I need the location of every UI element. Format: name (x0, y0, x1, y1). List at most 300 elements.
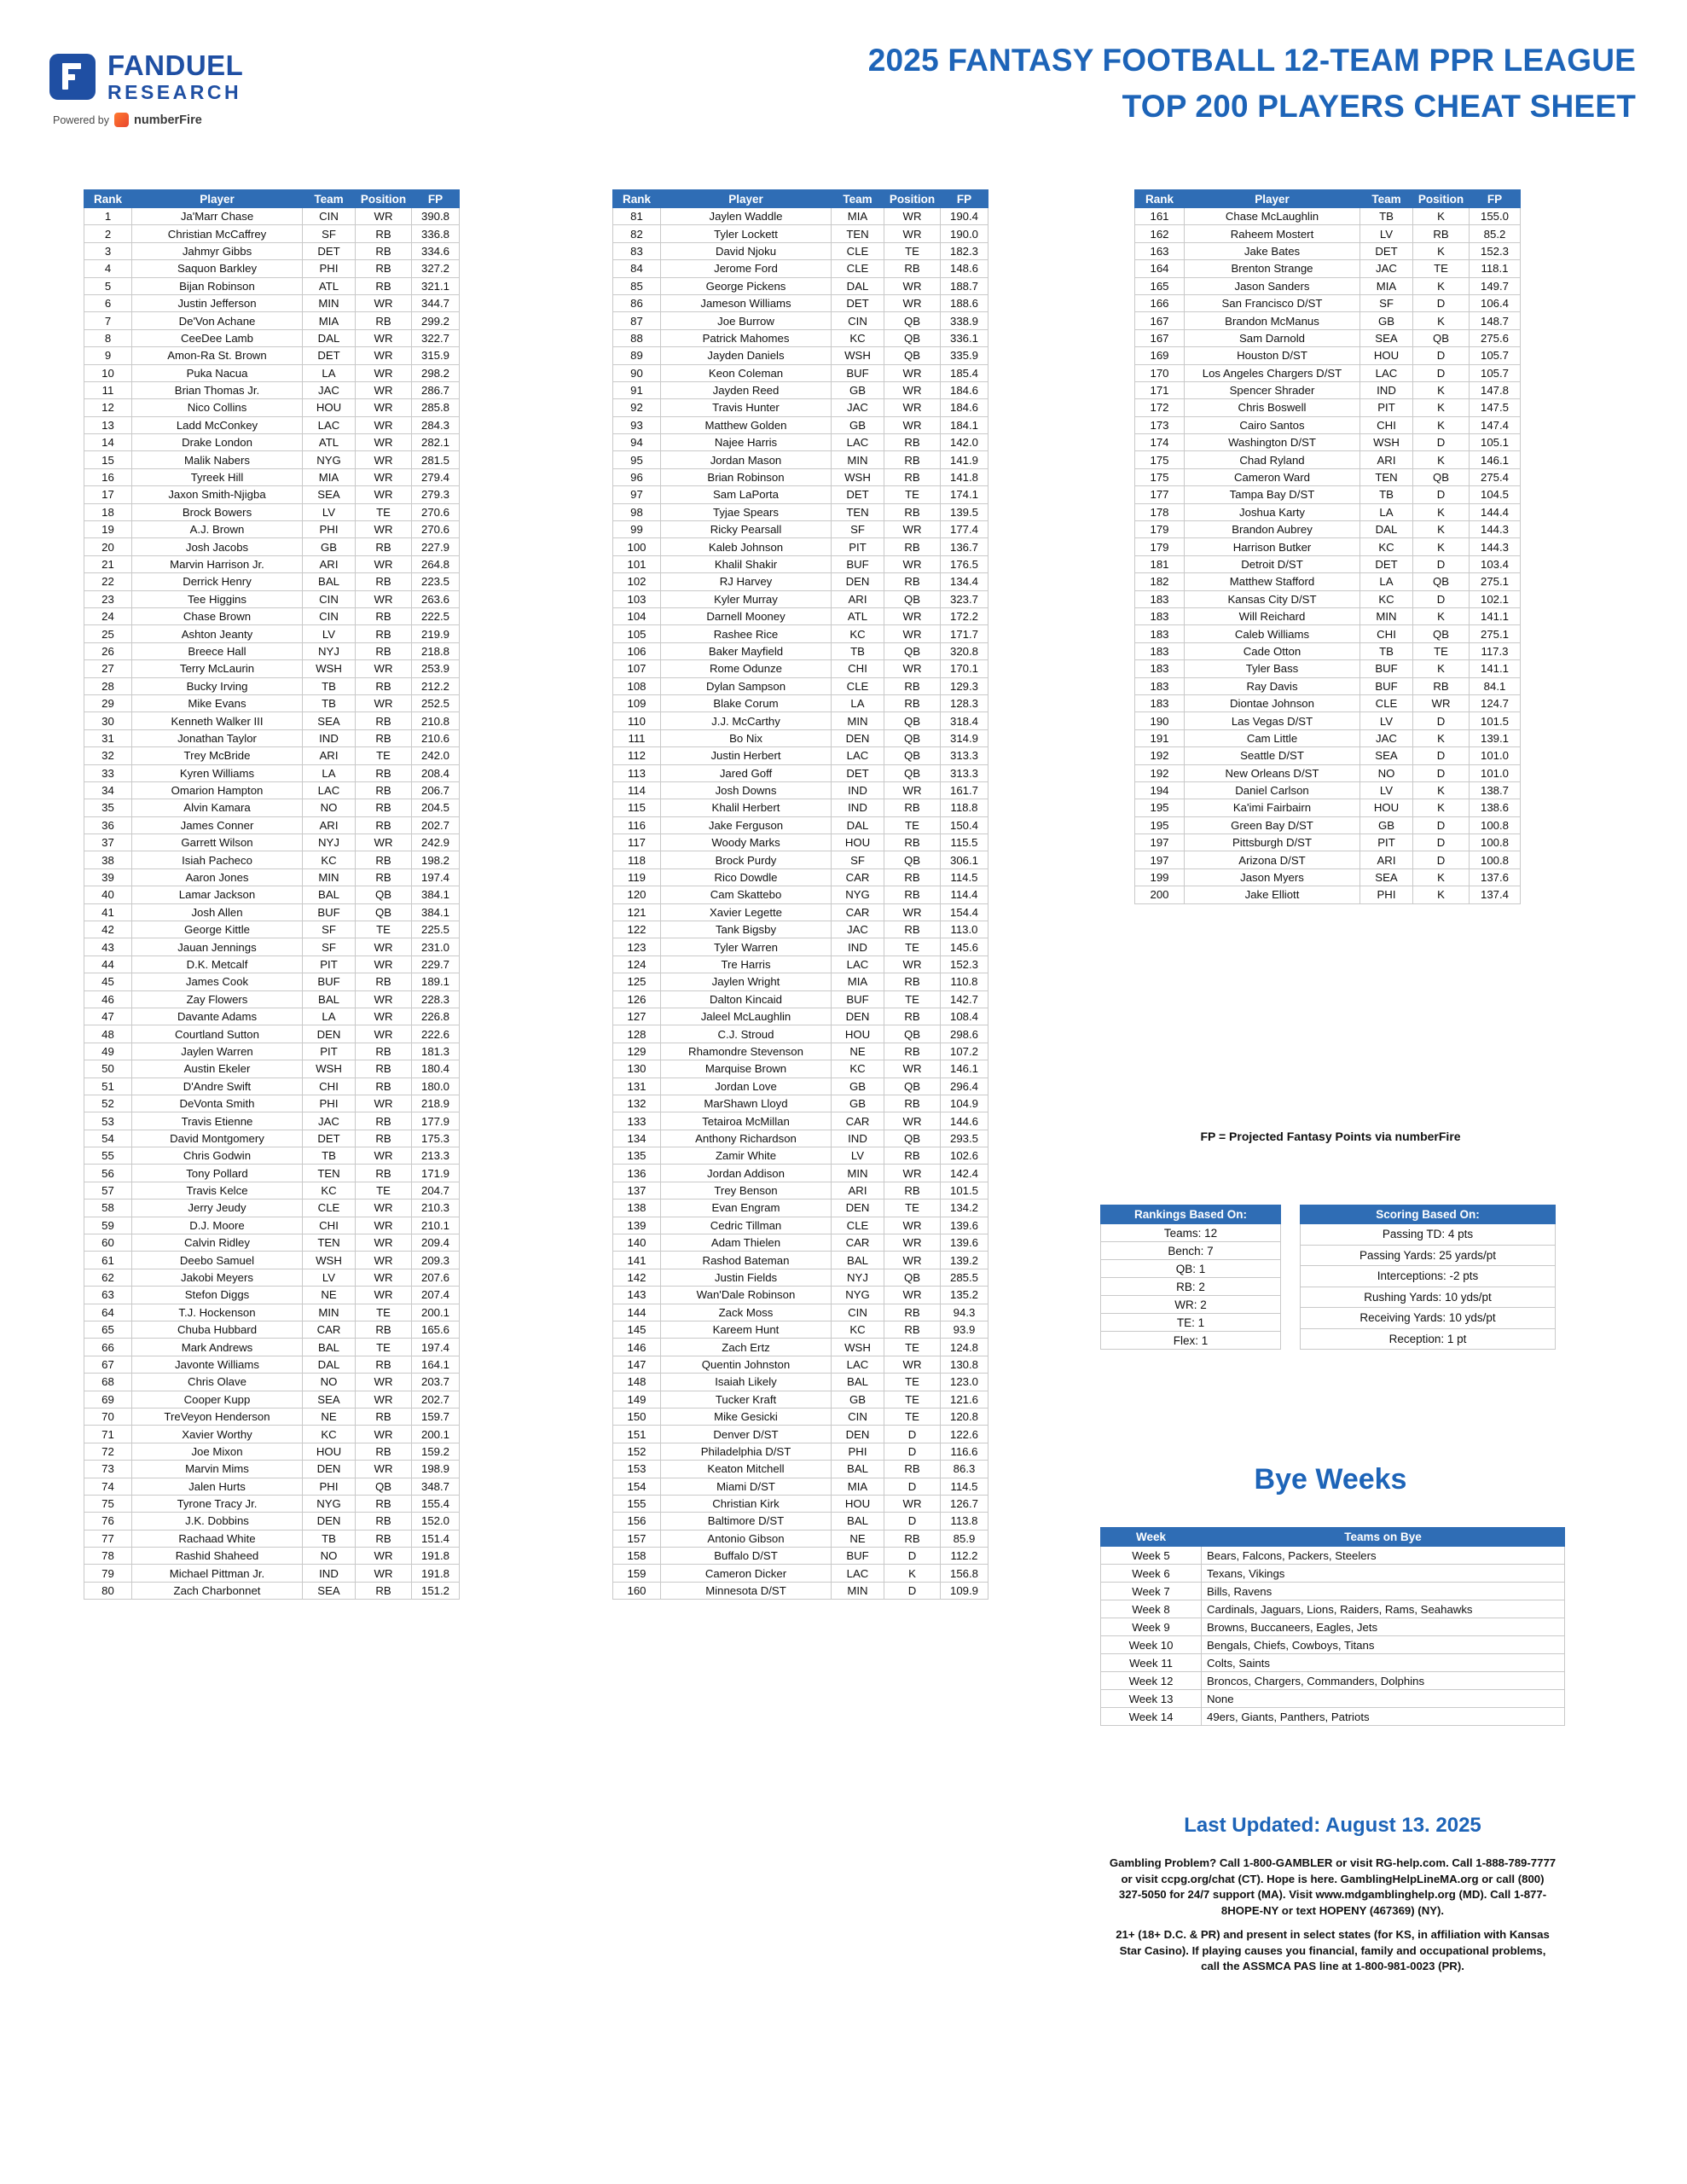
cell-team: MIA (832, 208, 884, 225)
cell-position: K (1413, 781, 1470, 799)
cell-fp: 84.1 (1470, 677, 1521, 694)
col-week: Week (1101, 1528, 1202, 1547)
table-row (613, 1565, 988, 1582)
rankings-based-on-header: Rankings Based On: (1101, 1205, 1281, 1224)
cell-fp: 103.4 (1470, 555, 1521, 572)
cell-player: De'Von Achane (132, 312, 303, 329)
cell-position: QB (884, 1130, 941, 1147)
cell-player: Cam Skattebo (661, 886, 832, 903)
cell-rank: 178 (1135, 503, 1185, 520)
table-row (613, 1408, 988, 1425)
table-row (84, 1374, 460, 1391)
table-header-row (84, 190, 460, 208)
cell-fp: 155.0 (1470, 208, 1521, 225)
cell-player: Tony Pollard (132, 1165, 303, 1182)
cell-position: WR (356, 468, 412, 485)
cell-fp: 101.0 (1470, 764, 1521, 781)
cell-rank: 161 (1135, 208, 1185, 225)
cell-rank: 171 (1135, 381, 1185, 398)
cell-position: TE (356, 1339, 412, 1356)
cell-team: PHI (303, 521, 356, 538)
cell-fp: 318.4 (941, 712, 988, 729)
cell-team: TB (832, 642, 884, 659)
cell-team: DEN (832, 573, 884, 590)
cell-position: WR (356, 938, 412, 956)
cell-rank: 42 (84, 921, 132, 938)
table-row (84, 1287, 460, 1304)
cell-team: PIT (303, 1043, 356, 1060)
cell-fp: 124.7 (1470, 694, 1521, 712)
cell-rank: 146 (613, 1339, 661, 1356)
cell-player: George Pickens (661, 277, 832, 294)
cell-player: San Francisco D/ST (1185, 294, 1360, 311)
cell-fp: 170.1 (941, 660, 988, 677)
cell-fp: 203.7 (412, 1374, 460, 1391)
table-header-row (613, 190, 988, 208)
cell-position: D (1413, 764, 1470, 781)
cell-position: WR (884, 364, 941, 381)
bye-row (1101, 1672, 1565, 1690)
cell-position: TE (356, 921, 412, 938)
cell-fp: 285.5 (941, 1269, 988, 1286)
cell-fp: 184.6 (941, 399, 988, 416)
cell-player: Josh Jacobs (132, 538, 303, 555)
cell-rank: 110 (613, 712, 661, 729)
cell-position: WR (884, 903, 941, 921)
cell-position: WR (884, 1252, 941, 1269)
cell-fp: 227.9 (412, 538, 460, 555)
table-row (1135, 694, 1521, 712)
cell-teams: Bears, Falcons, Packers, Steelers (1202, 1547, 1565, 1565)
cell-position: WR (884, 521, 941, 538)
cell-fp: 207.4 (412, 1287, 460, 1304)
cell-fp: 121.6 (941, 1391, 988, 1408)
cell-fp: 101.5 (1470, 712, 1521, 729)
cell-player: Davante Adams (132, 1008, 303, 1025)
cell-fp: 144.3 (1470, 521, 1521, 538)
cell-player: Isaiah Likely (661, 1374, 832, 1391)
cell-player: Daniel Carlson (1185, 781, 1360, 799)
cell-fp: 146.1 (941, 1060, 988, 1077)
table-row (1135, 416, 1521, 433)
cell-rank: 55 (84, 1147, 132, 1165)
table-row (1135, 816, 1521, 834)
table-row (84, 1095, 460, 1112)
cell-player: Xavier Legette (661, 903, 832, 921)
cell-position: TE (884, 1408, 941, 1425)
cell-fp: 209.3 (412, 1252, 460, 1269)
cell-rank: 183 (1135, 642, 1185, 659)
table-row (1135, 329, 1521, 346)
cell-fp: 188.7 (941, 277, 988, 294)
cell-player: C.J. Stroud (661, 1025, 832, 1043)
cell-team: GB (1360, 816, 1413, 834)
cell-player: Trey McBride (132, 747, 303, 764)
cell-fp: 263.6 (412, 590, 460, 607)
bye-row (1101, 1654, 1565, 1672)
cell-player: Jahmyr Gibbs (132, 242, 303, 259)
cell-player: Jordan Mason (661, 451, 832, 468)
table-row (613, 242, 988, 259)
bye-row (1101, 1583, 1565, 1600)
cell-position: WR (356, 1217, 412, 1234)
table-row (1135, 521, 1521, 538)
cell-rank: 25 (84, 625, 132, 642)
cell-rank: 154 (613, 1478, 661, 1495)
table-row (613, 660, 988, 677)
cell-position: RB (356, 260, 412, 277)
cell-rank: 21 (84, 555, 132, 572)
cell-fp: 141.9 (941, 451, 988, 468)
page-header (0, 32, 1687, 160)
cell-rank: 91 (613, 381, 661, 398)
numberfire-icon (114, 113, 129, 127)
cell-fp: 154.4 (941, 903, 988, 921)
cell-position: RB (356, 312, 412, 329)
cell-team: BUF (1360, 660, 1413, 677)
cell-position: WR (884, 625, 941, 642)
cell-player: Jerry Jeudy (132, 1199, 303, 1217)
cell-position: RB (356, 816, 412, 834)
cell-fp: 198.9 (412, 1461, 460, 1478)
cell-rank: 200 (1135, 886, 1185, 903)
table-row (613, 1008, 988, 1025)
table-row (613, 1304, 988, 1321)
cell-team: SEA (1360, 329, 1413, 346)
rankings-column-2 (612, 189, 988, 1600)
cell-position: WR (356, 1252, 412, 1269)
setting-value: Passing Yards: 25 yards/pt (1301, 1245, 1556, 1266)
bye-header-row (1101, 1528, 1565, 1547)
cell-player: Matthew Stafford (1185, 573, 1360, 590)
cell-player: Jakobi Meyers (132, 1269, 303, 1286)
cell-position: RB (1413, 225, 1470, 242)
cell-rank: 116 (613, 816, 661, 834)
bye-weeks-title: Bye Weeks (1254, 1463, 1407, 1496)
cell-player: James Cook (132, 973, 303, 990)
cell-position: WR (356, 1461, 412, 1478)
cell-team: DEN (303, 1025, 356, 1043)
cell-position: RB (884, 1461, 941, 1478)
cell-rank: 86 (613, 294, 661, 311)
cell-rank: 43 (84, 938, 132, 956)
cell-team: CLE (832, 260, 884, 277)
table-row (84, 555, 460, 572)
cell-team: NYG (303, 1495, 356, 1512)
cell-fp: 142.4 (941, 1165, 988, 1182)
cell-fp: 202.7 (412, 816, 460, 834)
cell-player: Ka'imi Fairbairn (1185, 799, 1360, 816)
cell-position: QB (884, 1025, 941, 1043)
cell-position: TE (884, 242, 941, 259)
cell-rank: 169 (1135, 347, 1185, 364)
cell-rank: 174 (1135, 434, 1185, 451)
cell-team: JAC (832, 921, 884, 938)
cell-position: TE (1413, 642, 1470, 659)
cell-position: D (884, 1513, 941, 1530)
cell-fp: 275.1 (1470, 573, 1521, 590)
cell-rank: 72 (84, 1443, 132, 1460)
cell-position: D (1413, 486, 1470, 503)
table-row (613, 1443, 988, 1460)
cell-rank: 195 (1135, 816, 1185, 834)
cell-fp: 152.3 (1470, 242, 1521, 259)
cell-rank: 93 (613, 416, 661, 433)
cell-team: DEN (303, 1461, 356, 1478)
table-row (613, 1374, 988, 1391)
cell-rank: 156 (613, 1513, 661, 1530)
cell-player: Chris Godwin (132, 1147, 303, 1165)
cell-team: ARI (303, 555, 356, 572)
cell-rank: 194 (1135, 781, 1185, 799)
cell-team: NO (1360, 764, 1413, 781)
cell-position: WR (884, 277, 941, 294)
cell-position: K (1413, 886, 1470, 903)
cell-player: Jauan Jennings (132, 938, 303, 956)
table-row (84, 1234, 460, 1252)
cell-team: TB (303, 694, 356, 712)
cell-position: WR (1413, 694, 1470, 712)
cell-position: WR (884, 1060, 941, 1077)
cell-position: TE (356, 1304, 412, 1321)
cell-rank: 89 (613, 347, 661, 364)
cell-fp: 105.7 (1470, 347, 1521, 364)
cell-team: CLE (832, 1217, 884, 1234)
cell-team: KC (1360, 590, 1413, 607)
cell-rank: 113 (613, 764, 661, 781)
cell-player: Los Angeles Chargers D/ST (1185, 364, 1360, 381)
cell-rank: 53 (84, 1112, 132, 1130)
cell-team: BUF (303, 973, 356, 990)
table-row (84, 1077, 460, 1095)
cell-position: RB (884, 1043, 941, 1060)
cell-position: WR (356, 1199, 412, 1217)
cell-position: WR (356, 990, 412, 1008)
table-row (84, 1130, 460, 1147)
cell-rank: 13 (84, 416, 132, 433)
cell-position: RB (884, 451, 941, 468)
cell-team: WSH (832, 1339, 884, 1356)
cell-rank: 71 (84, 1426, 132, 1443)
cell-rank: 108 (613, 677, 661, 694)
cell-player: Philadelphia D/ST (661, 1443, 832, 1460)
cell-player: Jaxon Smith-Njigba (132, 486, 303, 503)
table-row (84, 1548, 460, 1565)
cell-fp: 177.9 (412, 1112, 460, 1130)
col-fp: FP (412, 190, 460, 208)
cell-position: WR (356, 347, 412, 364)
cell-position: WR (356, 956, 412, 973)
cell-player: Brandon McManus (1185, 312, 1360, 329)
legal-paragraph-2: 21+ (18+ D.C. & PR) and present in select states (for KS, in affiliation with Kansas Star Casino). If playing causes you financial, family and occupational problems, call the ASSMCA PAS line at 1-800-981-0023 (PR). (1116, 1927, 1550, 1973)
cell-position: D (884, 1443, 941, 1460)
cell-fp: 180.4 (412, 1060, 460, 1077)
cell-player: Tucker Kraft (661, 1391, 832, 1408)
cell-rank: 101 (613, 555, 661, 572)
cell-position: WR (356, 521, 412, 538)
cell-fp: 177.4 (941, 521, 988, 538)
cell-position: QB (884, 312, 941, 329)
cell-position: D (1413, 364, 1470, 381)
cell-player: Cameron Ward (1185, 468, 1360, 485)
cell-rank: 197 (1135, 851, 1185, 868)
cell-team: NYG (832, 1287, 884, 1304)
cell-player: Tampa Bay D/ST (1185, 486, 1360, 503)
cell-fp: 171.7 (941, 625, 988, 642)
cell-fp: 137.4 (1470, 886, 1521, 903)
cell-rank: 133 (613, 1112, 661, 1130)
cell-team: LV (1360, 781, 1413, 799)
cell-week: Week 11 (1101, 1654, 1202, 1672)
cell-team: JAC (832, 399, 884, 416)
cell-player: Tyreek Hill (132, 468, 303, 485)
cell-rank: 54 (84, 1130, 132, 1147)
cell-team: DEN (832, 1426, 884, 1443)
table-row (613, 1339, 988, 1356)
cell-fp: 209.4 (412, 1234, 460, 1252)
cell-player: Brock Bowers (132, 503, 303, 520)
table-row (84, 364, 460, 381)
cell-rank: 172 (1135, 399, 1185, 416)
cell-fp: 327.2 (412, 260, 460, 277)
cell-week: Week 10 (1101, 1636, 1202, 1654)
cell-team: WSH (303, 1252, 356, 1269)
cell-fp: 151.4 (412, 1530, 460, 1547)
table-row (613, 1321, 988, 1339)
cell-player: J.K. Dobbins (132, 1513, 303, 1530)
table-row (84, 607, 460, 624)
cell-fp: 222.6 (412, 1025, 460, 1043)
scoring-setting-row (1301, 1245, 1556, 1266)
cell-team: DEN (832, 729, 884, 746)
cell-rank: 28 (84, 677, 132, 694)
table-row (84, 816, 460, 834)
cell-fp: 314.9 (941, 729, 988, 746)
cell-team: IND (832, 799, 884, 816)
cell-player: Drake London (132, 434, 303, 451)
bye-row (1101, 1565, 1565, 1583)
cell-team: LAC (832, 434, 884, 451)
cell-position: RB (356, 1130, 412, 1147)
cell-player: Arizona D/ST (1185, 851, 1360, 868)
cell-fp: 275.1 (1470, 625, 1521, 642)
cell-team: GB (832, 1391, 884, 1408)
table-row (84, 1565, 460, 1582)
cell-position: RB (884, 538, 941, 555)
cell-player: Baker Mayfield (661, 642, 832, 659)
cell-rank: 35 (84, 799, 132, 816)
table-row (613, 1269, 988, 1286)
table-row (1135, 799, 1521, 816)
cell-rank: 94 (613, 434, 661, 451)
cell-rank: 136 (613, 1165, 661, 1182)
cell-rank: 8 (84, 329, 132, 346)
cell-fp: 93.9 (941, 1321, 988, 1339)
cell-rank: 132 (613, 1095, 661, 1112)
page-title (868, 43, 1636, 125)
cell-rank: 100 (613, 538, 661, 555)
cell-rank: 5 (84, 277, 132, 294)
cell-position: RB (356, 1530, 412, 1547)
cell-position: RB (1413, 677, 1470, 694)
col-player: Player (132, 190, 303, 208)
cell-player: Cameron Dicker (661, 1565, 832, 1582)
cell-position: RB (884, 1008, 941, 1025)
table-row (84, 486, 460, 503)
cell-player: Dalton Kincaid (661, 990, 832, 1008)
cell-player: Miami D/ST (661, 1478, 832, 1495)
cell-player: Terry McLaurin (132, 660, 303, 677)
cell-team: HOU (832, 1495, 884, 1512)
cell-fp: 164.1 (412, 1356, 460, 1373)
cell-team: KC (303, 1182, 356, 1199)
cell-player: T.J. Hockenson (132, 1304, 303, 1321)
cell-position: D (1413, 590, 1470, 607)
cell-team: HOU (303, 399, 356, 416)
cell-fp: 139.2 (941, 1252, 988, 1269)
cell-rank: 20 (84, 538, 132, 555)
cell-rank: 70 (84, 1408, 132, 1425)
scoring-setting-row (1301, 1224, 1556, 1246)
cell-fp: 150.4 (941, 816, 988, 834)
cell-player: Jake Elliott (1185, 886, 1360, 903)
table-row (84, 312, 460, 329)
cell-player: RJ Harvey (661, 573, 832, 590)
table-row (84, 781, 460, 799)
cell-fp: 204.7 (412, 1182, 460, 1199)
cell-rank: 167 (1135, 312, 1185, 329)
cell-team: ARI (832, 1182, 884, 1199)
cell-player: Jake Ferguson (661, 816, 832, 834)
table-row (84, 1147, 460, 1165)
rankings-based-on-table (1100, 1205, 1281, 1350)
cell-player: Breece Hall (132, 642, 303, 659)
cell-position: WR (356, 451, 412, 468)
table-row (1135, 886, 1521, 903)
cell-rank: 179 (1135, 538, 1185, 555)
cell-fp: 100.8 (1470, 816, 1521, 834)
cell-team: MIN (303, 1304, 356, 1321)
cell-team: CIN (832, 1408, 884, 1425)
cell-player: Blake Corum (661, 694, 832, 712)
table-row (613, 1530, 988, 1547)
cell-week: Week 8 (1101, 1600, 1202, 1618)
cell-player: Harrison Butker (1185, 538, 1360, 555)
cell-player: Rashee Rice (661, 625, 832, 642)
table-row (84, 886, 460, 903)
cell-rank: 11 (84, 381, 132, 398)
table-row (1135, 607, 1521, 624)
cell-position: WR (884, 225, 941, 242)
cell-fp: 128.3 (941, 694, 988, 712)
table-row (613, 747, 988, 764)
cell-position: QB (356, 886, 412, 903)
cell-rank: 144 (613, 1304, 661, 1321)
cell-rank: 162 (1135, 225, 1185, 242)
cell-team: SF (832, 851, 884, 868)
cell-team: SF (303, 938, 356, 956)
cell-player: Keon Coleman (661, 364, 832, 381)
cell-team: SF (832, 521, 884, 538)
cell-player: Rome Odunze (661, 660, 832, 677)
cell-fp: 141.1 (1470, 660, 1521, 677)
table-row (84, 729, 460, 746)
cell-rank: 149 (613, 1391, 661, 1408)
cell-rank: 167 (1135, 329, 1185, 346)
cell-position: K (1413, 277, 1470, 294)
table-row (1135, 868, 1521, 886)
cell-team: BAL (832, 1374, 884, 1391)
